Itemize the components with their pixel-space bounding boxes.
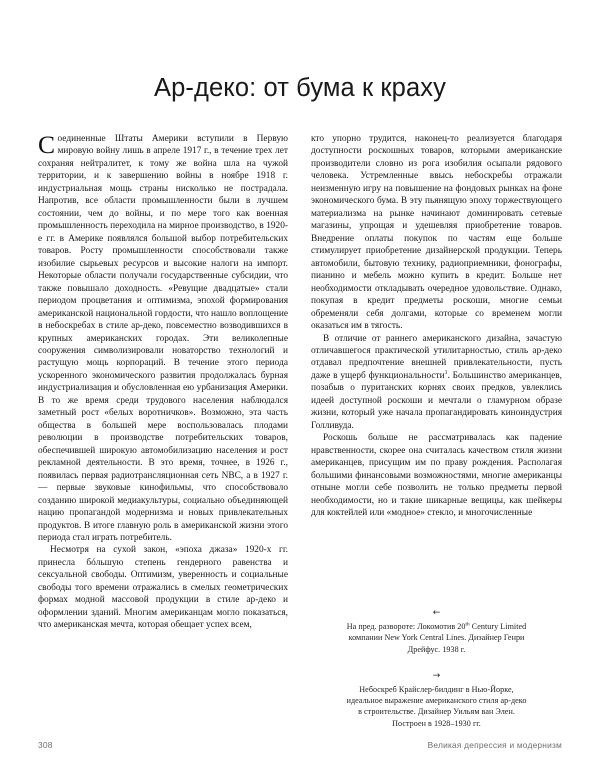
page-number: 308 [38,740,53,750]
paragraph-text: В отличие от раннего американского дизайна, зачастую отличавшегося практической утилитарностью, стиль ар-деко отдавал предпочтение внешней привлекательности, пусть даже в ущерб функциональности [311,333,562,381]
column-left [38,130,288,718]
drop-cap: С [38,130,56,159]
right-arrow-icon: → [432,670,441,681]
paragraph: кто упорно трудится, наконец-то реализуется благодаря доступности роскошных товаров, которыми американские производители словно из рога изобилия осыпали рядового человека. Устремленные ввысь небоскребы отражали неизменную игру на повышение на фондовых рынках на фоне экономического бума. В эту пьянящую эпоху торжествующего материализма на рынке начинают доминировать сетевые магазины, упрощая и удешевляя приобретение товаров. Внедрение оплаты покупок по частям еще больше стимулирует приобретение дизайнерской продукции. Теперь автомобили, бытовую технику, радиоприемники, фонографы, пианино и мебель можно купить в кредит. Больше нет необходимости откладывать очередное удовольствие. Однако, покупая в кредит предметы роскоши, многие семьи обременяли себя долгами, которые со временем могли оказаться им в тягость. [311,134,562,332]
paragraph [38,130,288,544]
caption-line-1-prefix: На пред. развороте: Локомотив 20 [346,622,466,631]
left-arrow-icon: ← [432,608,441,618]
caption-line-3: Дрейфус. 1938 г. [407,644,466,654]
caption-line-2: идеальное выражение американского стиля ар-деко [346,696,527,706]
paragraph [311,333,562,433]
caption-line-2: компании New York Central Lines. Дизайнер Генри [348,633,525,643]
page-title-area [0,74,600,102]
paragraph: Несмотря на сухой закон, «эпоха джаза» 1920-х гг. принесла бóльшую степень гендерного равенства и сексуальной свободы. Оптимизм, уверенность и социальные свободы того времени отражались в смелых геометрических формах модной массовой продукции в стиле ар-деко и оформлении зданий. Многим американцам могло показаться, что американская мечта, которая обещает успех всем, [38,545,288,631]
caption-line-1: Небоскреб Крайслер-билдинг в Нью-Йорке, [359,684,514,694]
caption-line-1-suffix: Century Limited [469,622,527,631]
footnote-marker: 1 [444,369,448,376]
paragraph-text: оединенные Штаты Америки вступили в Первую мировую войну лишь в апреле 1917 г., в течение трех лет сохраняя нейтралитет, к тому же война шла на чужой территории, и к завершению войны в ноябре 1918 г. индустриальная мощь страны нисколько не пострадала. Напротив, все области промышленности были в лучшем состоянии, чем до войны, и по мере того как военная промышленность переходила на мирное производство, в 1920-е гг. в Америке появлялся большой выбор потребительских товаров. Росту промышленности способствовали также изобилие сырьевых ресурсов и высокие налоги на импорт. Некоторые области получали государственные субсидии, что также повышало доходность. «Ревущие двадцатые» стали периодом процветания и оптимизма, эпохой формирования американской национальной гордости, что нашло воплощение в небоскребах в стиле ар-деко, повсеместно возводившихся в крупных американских городах. Эти великолепные сооружения символизировали новаторство технологий и растущую мощь корпораций. В течение этого периода ускоренного экономического развития продолжалась бурная индустриализация и обусловленная ею урбанизация Америки. В то же время среди трудового населения наблюдался заметный рост «белых воротничков». Возможно, эта часть общества в большей мере воспользовалась плодами революции в производстве потребительских товаров, обеспечившей широкую автомобилизацию населения и рост рекламной деятельности. В это время, точнее, в 1926 г., появилась первая радиотрансляционная сеть NBC, а в 1927 г. — первые звуковые кинофильмы, что способствовало созданию широкой медиакультуры, социально объединяющей нацию пропагандой модернизма и новых привлекательных продуктов. В итоге главную роль в американской жизни этого периода стал играть потребитель. [38,134,288,543]
paragraph: Роскошь больше не рассматривалась как падение нравственности, скорее она считалась качеством стиля жизни американцев, присущим им по праву рождения. Располагая большими финансовыми возможностями, многие американцы отныне могли себе позволить не только предметы первой необходимости, но и такие шикарные вещицы, как шейкеры для коктейлей или «модное» стекло, и многочисленные [311,433,562,519]
caption-chrysler-building [311,671,562,729]
caption-line-4: Построен в 1928–1930 гг. [392,718,481,728]
caption-text [311,621,562,655]
running-head: Великая депрессия и модернизм [427,740,562,750]
page-footer [38,740,562,750]
caption-line-3: в строительстве. Дизайнер Уильям ван Элен. [358,707,515,717]
figure-captions [311,608,562,729]
caption-text [311,684,562,729]
caption-ordinal-suffix: th [465,621,470,628]
page-title: Ар-деко: от бума к краху [154,74,446,102]
caption-previous-spread [311,608,562,655]
paragraph-text-continued: . Большинство американцев, позабыв о пуританских корнях своих предков, увлеклись идеей доступной роскоши и мечтали о гламурном образе жизни, который уже начала пропагандировать киноиндустрия Голливуда. [311,370,562,431]
